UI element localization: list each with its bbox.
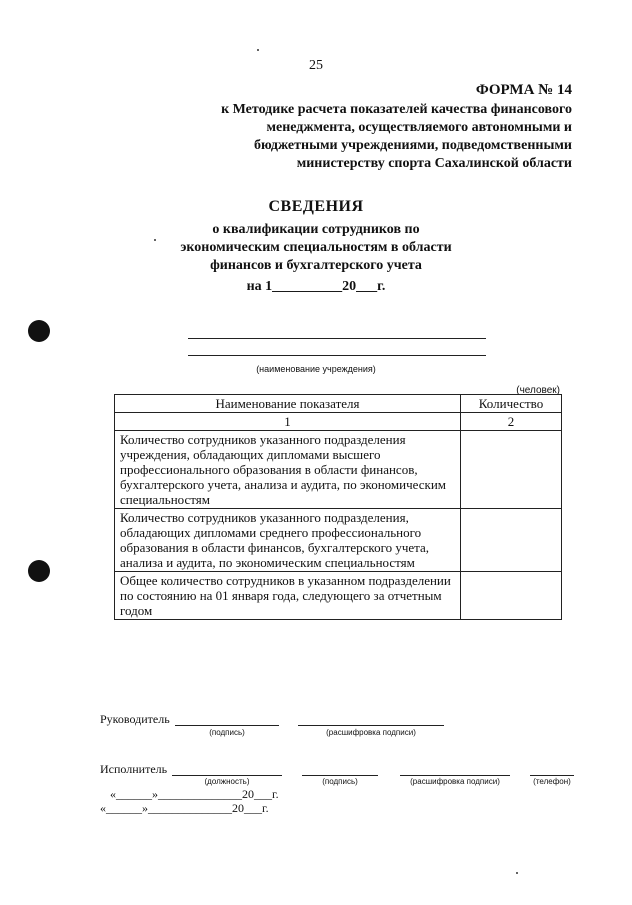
table-row xyxy=(115,509,562,572)
quantity-cell[interactable] xyxy=(461,572,562,620)
indicators-table xyxy=(114,394,562,620)
subtitle-line: финансов и бухгалтерского учета xyxy=(210,258,422,273)
indicator-name: Количество сотрудников указанного подразделения, обладающих дипломами среднего профессионального образования в области финансов, бухгалтерского учета, анализа и аудита, по экономическим специальностям xyxy=(115,509,461,572)
subtitle-line: о квалификации сотрудников по xyxy=(212,222,420,237)
subtitle-line: экономическим специальностям в области xyxy=(180,240,452,255)
signature-date-row[interactable]: «______»______________20___г. xyxy=(100,801,269,815)
document-subtitle xyxy=(0,221,632,275)
table-row xyxy=(115,431,562,509)
executor-signature-line[interactable] xyxy=(302,775,378,776)
executor-phone-line[interactable] xyxy=(530,775,574,776)
institution-name-line xyxy=(188,355,486,356)
table-header-row xyxy=(115,395,562,413)
column-number: 2 xyxy=(461,413,562,431)
table-column-numbers-row xyxy=(115,413,562,431)
methodology-line: бюджетными учреждениями, подведомственными xyxy=(253,138,572,153)
header-indicator-name: Наименование показателя xyxy=(115,395,461,413)
column-number: 1 xyxy=(115,413,461,431)
methodology-line: менеджмента, осуществляемого автономными и xyxy=(266,120,572,135)
punch-hole xyxy=(28,560,50,582)
punch-hole xyxy=(28,320,50,342)
header-quantity: Количество xyxy=(461,395,562,413)
unit-label: (человек) xyxy=(516,385,560,396)
scan-speck xyxy=(257,49,259,51)
table-row xyxy=(115,572,562,620)
methodology-line: к Методике расчета показателей качества финансового xyxy=(221,102,572,117)
head-name-line[interactable] xyxy=(298,725,444,726)
indicator-name: Количество сотрудников указанного подразделения учреждения, обладающих дипломами высшего профессионального образования в области финансов, бухгалтерского учета, анализа и аудита, по экономическим специальностям xyxy=(115,431,461,509)
methodology-line: министерству спорта Сахалинской области xyxy=(296,156,572,171)
institution-name-line xyxy=(188,338,486,339)
report-date-line: на 1__________20___г. xyxy=(246,279,386,294)
institution-caption: (наименование учреждения) xyxy=(256,364,376,374)
quantity-cell[interactable] xyxy=(461,431,562,509)
executor-label: Исполнитель xyxy=(100,762,168,776)
executor-position-line[interactable] xyxy=(172,775,282,776)
executor-name-caption: (расшифровка подписи) xyxy=(410,777,500,786)
head-signature-line[interactable] xyxy=(175,725,279,726)
quantity-cell[interactable] xyxy=(461,509,562,572)
document-title: СВЕДЕНИЯ xyxy=(268,198,364,215)
methodology-reference xyxy=(172,101,572,173)
form-number: ФОРМА № 14 xyxy=(475,82,572,98)
head-name-caption: (расшифровка подписи) xyxy=(326,728,416,737)
indicator-name: Общее количество сотрудников в указанном подразделении по состоянию на 01 января года, следующего за отчетным годом xyxy=(115,572,461,620)
signature-date-row[interactable]: «______»______________20___г. xyxy=(110,787,279,801)
head-label: Руководитель xyxy=(100,712,170,726)
page-number: 25 xyxy=(309,58,323,73)
scan-speck xyxy=(516,872,518,874)
executor-signature-caption: (подпись) xyxy=(322,777,358,786)
head-signature-caption: (подпись) xyxy=(209,728,245,737)
executor-phone-caption: (телефон) xyxy=(533,777,571,786)
executor-position-caption: (должность) xyxy=(204,777,250,786)
executor-name-line[interactable] xyxy=(400,775,510,776)
